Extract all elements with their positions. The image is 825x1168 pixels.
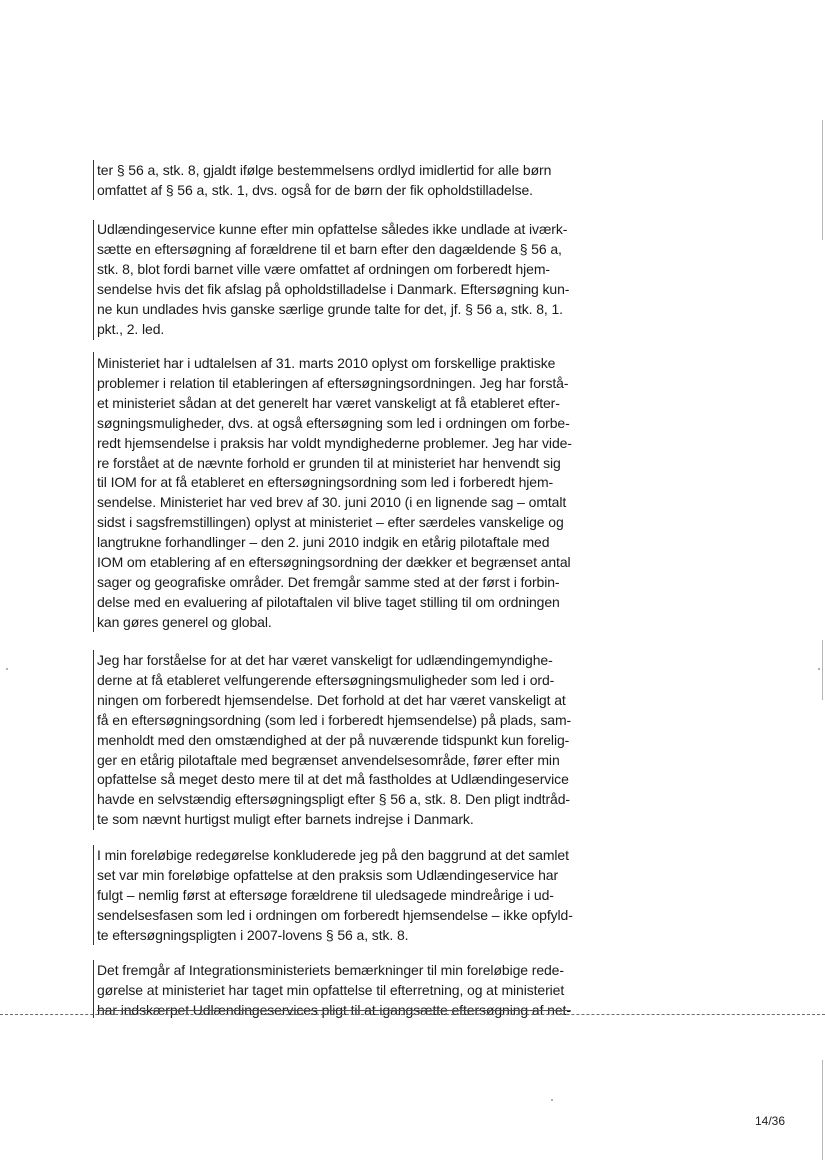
paragraph-5 — [97, 846, 587, 946]
margin-bar-3 — [93, 352, 94, 632]
margin-bar-4 — [93, 650, 94, 830]
scan-speck — [818, 668, 820, 670]
text-line: problemer i relation til etableringen af eftersøgningsordningen. Jeg har forstå- — [97, 374, 569, 391]
text-line: ne kun undlades hvis ganske særlige grunde talte for det, jf. § 56 a, stk. 8, 1. — [97, 300, 563, 317]
scan-edge-line — [822, 640, 823, 700]
page-cutoff-line — [0, 1014, 825, 1015]
paragraph-2 — [97, 220, 587, 339]
text-line: Det fremgår af Integrationsministeriets bemærkninger til min foreløbige rede- — [97, 962, 564, 978]
text-line: sager og geografiske områder. Det fremgår samme sted at der først i forbin- — [97, 573, 560, 590]
text-line: Ministeriet har i udtalelsen af 31. marts 2010 oplyst om forskellige praktiske — [97, 355, 556, 371]
text-line: sendelse hvis det fik afslag på opholdstilladelse i Danmark. Eftersøgning kun- — [97, 280, 570, 297]
text-line: ningen om forberedt hjemsendelse. Det forhold at det har været vanskeligt at — [97, 691, 566, 708]
scan-speck — [551, 1099, 553, 1101]
text-line: te eftersøgningspligten i 2007-lovens § 56 a, stk. 8. — [97, 926, 409, 943]
text-line: IOM om etablering af en eftersøgningsordning der dækker et begrænset antal — [97, 554, 571, 571]
text-line: havde en selvstændig eftersøgningspligt efter § 56 a, stk. 8. Den pligt indtråd- — [97, 791, 570, 808]
text-line: ter § 56 a, stk. 8, gjaldt ifølge bestemmelsens ordlyd imidlertid for alle børn — [97, 162, 552, 178]
margin-bar-1 — [93, 160, 94, 200]
text-line: delse med en evaluering af pilotaftalen vil blive taget stilling til om ordningen — [97, 593, 560, 610]
scan-edge-line — [822, 1060, 823, 1160]
text-line: omfattet af § 56 a, stk. 1, dvs. også for de børn der fik opholdstilladelse. — [97, 181, 533, 198]
text-line: Jeg har forståelse for at det har været vanskeligt for udlændingemyndighe- — [97, 652, 553, 668]
text-line: søgningsmuligheder, dvs. at også eftersøgning som led i ordningen om forbe- — [97, 414, 570, 431]
text-line: sætte en eftersøgning af forældrene til et barn efter den dagældende § 56 a, — [97, 240, 562, 257]
text-line: set var min foreløbige opfattelse at den praksis som Udlændingeservice har — [97, 866, 559, 883]
text-line: Udlændingeservice kunne efter min opfattelse således ikke undlade at iværk- — [97, 221, 568, 237]
scan-edge-line — [822, 120, 823, 240]
margin-bar-2 — [93, 220, 94, 340]
text-line: få en eftersøgningsordning (som led i forberedt hjemsendelse) på plads, sam- — [97, 711, 572, 728]
scan-speck — [6, 668, 8, 670]
text-line: gørelse at ministeriet har taget min opfattelse til efterretning, og at ministeriet — [97, 981, 565, 998]
text-line: re forstået at de nævnte forhold er grunden til at ministeriet har henvendt sig — [97, 454, 561, 471]
text-line: menholdt med den omstændighed at der på nuværende tidspunkt kun forelig- — [97, 731, 570, 748]
text-line: fulgt – nemlig først at eftersøge forældrene til uledsagede mindreårige i ud- — [97, 886, 554, 903]
text-line: derne at få etableret velfungerende eftersøgningsmuligheder som led i ord- — [97, 671, 555, 688]
margin-bar-6 — [93, 960, 94, 1018]
text-line: et ministeriet sådan at det generelt har været vanskeligt at få etableret efter- — [97, 394, 560, 411]
paragraph-3 — [97, 354, 587, 633]
text-line: har indskærpet Udlændingeservices pligt til at igangsætte eftersøgning af net- — [97, 1001, 571, 1018]
text-line: sidst i sagsfremstillingen) oplyst at ministeriet – efter særdeles vanskelige og — [97, 514, 564, 531]
text-line: til IOM for at få etableret en eftersøgningsordning som led i forberedt hjem- — [97, 474, 554, 491]
paragraph-1 — [97, 161, 587, 201]
text-line: te som nævnt hurtigst muligt efter barnets indrejse i Danmark. — [97, 811, 474, 828]
paragraph-6 — [97, 961, 587, 1021]
text-line: ger en etårig pilotaftale med begrænset anvendelsesområde, fører efter min — [97, 751, 560, 768]
paragraph-4 — [97, 651, 587, 830]
text-line: pkt., 2. led. — [97, 320, 165, 337]
text-line: redt hjemsendelse i praksis har voldt myndighederne problemer. Jeg har vide- — [97, 434, 572, 451]
text-line: sendelse. Ministeriet har ved brev af 30. juni 2010 (i en lignende sag – omtalt — [97, 494, 567, 511]
text-line: langtrukne forhandlinger – den 2. juni 2010 indgik en etårig pilotaftale med — [97, 534, 550, 551]
text-line: kan gøres generel og global. — [97, 613, 272, 630]
text-line: I min foreløbige redegørelse konkluderede jeg på den baggrund at det samlet — [97, 847, 569, 863]
text-line: stk. 8, blot fordi barnet ville være omfattet af ordningen om forberedt hjem- — [97, 260, 550, 277]
text-line: opfattelse så meget desto mere til at det må fastholdes at Udlændingeservice — [97, 771, 569, 788]
text-line: sendelsesfasen som led i ordningen om forberedt hjemsendelse – ikke opfyld- — [97, 906, 573, 923]
page-number: 14/36 — [755, 1114, 786, 1128]
margin-bar-5 — [93, 845, 94, 945]
